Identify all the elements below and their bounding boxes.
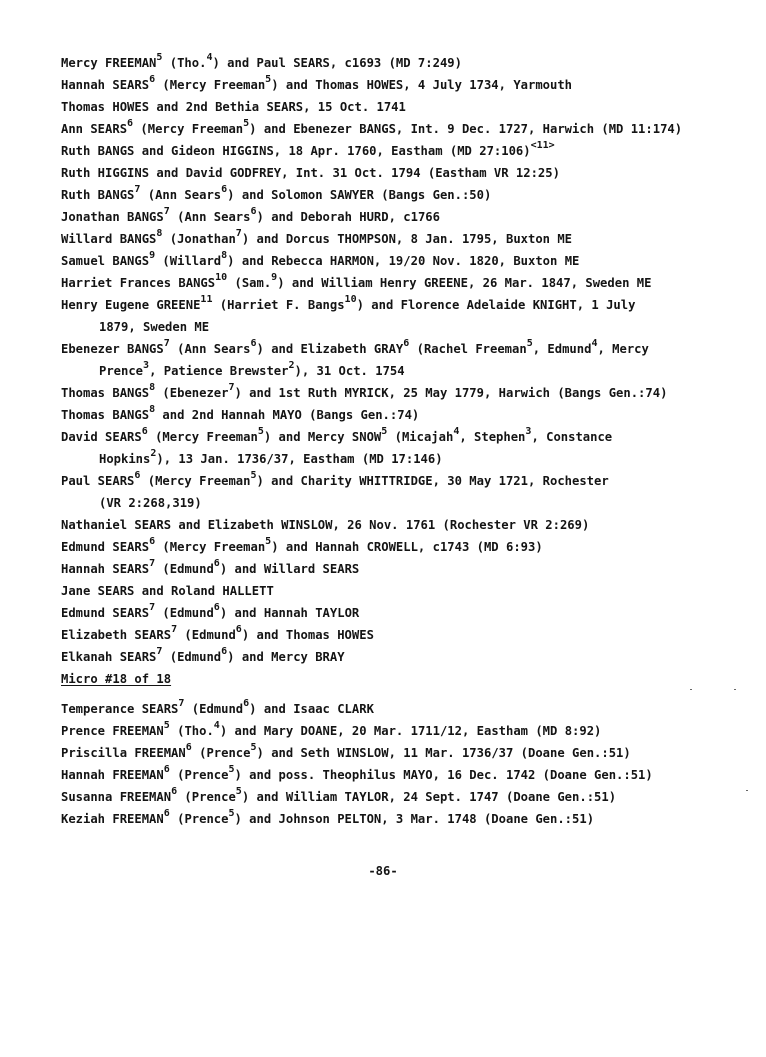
genealogy-entry bbox=[61, 558, 751, 580]
section-before-heading bbox=[61, 52, 751, 668]
entry-text: Henry Eugene GREENE bbox=[61, 298, 201, 312]
generation-superscript: 5 bbox=[265, 536, 272, 548]
entry-text: (Prence bbox=[177, 790, 236, 804]
generation-superscript: 6 bbox=[149, 536, 156, 548]
generation-superscript: 6 bbox=[163, 808, 170, 820]
entry-line bbox=[61, 382, 668, 400]
generation-superscript: 5 bbox=[265, 74, 272, 86]
entry-text: (Edmund bbox=[177, 628, 236, 642]
entry-text: ) and Hannah CROWELL, c1743 (MD 6:93) bbox=[271, 540, 543, 554]
entry-text: Ebenezer BANGS bbox=[61, 342, 164, 356]
generation-superscript: 7 bbox=[163, 338, 170, 350]
genealogy-entry bbox=[61, 118, 751, 140]
entry-line bbox=[61, 74, 573, 92]
entry-line bbox=[61, 166, 560, 180]
entry-line bbox=[61, 698, 374, 716]
genealogy-entry bbox=[61, 602, 751, 624]
entry-text: , Edmund bbox=[532, 342, 592, 356]
entry-line bbox=[61, 470, 609, 488]
entry-text: Ruth BANGS bbox=[61, 188, 135, 202]
generation-superscript: 2 bbox=[288, 360, 295, 372]
entry-text: Hopkins bbox=[99, 452, 151, 466]
entry-line bbox=[61, 184, 492, 202]
generation-superscript: 6 bbox=[134, 470, 141, 482]
entry-continuation-line bbox=[61, 360, 751, 382]
entry-line bbox=[61, 764, 653, 782]
genealogy-entry bbox=[61, 470, 751, 514]
entry-text: , Constance bbox=[531, 430, 613, 444]
entry-text: ) and Dorcus THOMPSON, 8 Jan. 1795, Buxton ME bbox=[241, 232, 573, 246]
scan-speck bbox=[690, 689, 692, 690]
entry-line bbox=[61, 100, 406, 114]
generation-superscript: 4 bbox=[453, 426, 460, 438]
genealogy-entry bbox=[61, 96, 751, 118]
generation-superscript: 5 bbox=[526, 338, 533, 350]
entry-line bbox=[61, 624, 374, 642]
genealogy-entry bbox=[61, 764, 751, 786]
entry-text: (Prence bbox=[169, 812, 229, 826]
genealogy-entry bbox=[61, 624, 751, 646]
entry-text: (Micajah bbox=[387, 430, 454, 444]
entry-text: ) and Thomas HOWES bbox=[241, 628, 374, 642]
entry-text: Ann SEARS bbox=[61, 122, 128, 136]
entry-line bbox=[61, 338, 649, 356]
entry-text: Mercy FREEMAN bbox=[61, 56, 157, 70]
entry-text: Elkanah SEARS bbox=[61, 650, 157, 664]
entry-text: (Rachel Freeman bbox=[409, 342, 527, 356]
entry-line bbox=[61, 118, 683, 136]
entry-text: ) and Florence Adelaide KNIGHT, 1 July bbox=[356, 298, 636, 312]
generation-superscript: 6 bbox=[221, 184, 228, 196]
entry-text: ) and William Henry GREENE, 26 Mar. 1847, Sweden ME bbox=[277, 276, 652, 290]
generation-superscript: 11 bbox=[200, 294, 213, 306]
generation-superscript: 6 bbox=[213, 558, 220, 570]
entry-text: ) and Seth WINSLOW, 11 Mar. 1736/37 (Doane Gen.:51) bbox=[256, 746, 631, 760]
entry-line bbox=[61, 742, 631, 760]
generation-superscript: 7 bbox=[178, 698, 185, 710]
entry-line bbox=[61, 272, 652, 290]
genealogy-entry bbox=[61, 646, 751, 668]
entry-text: (Tho. bbox=[162, 56, 207, 70]
entry-text: Jane SEARS and Roland HALLETT bbox=[61, 584, 274, 598]
entry-line bbox=[61, 228, 573, 246]
genealogy-entry bbox=[61, 786, 751, 808]
scan-speck bbox=[734, 689, 736, 690]
entry-continuation-line bbox=[61, 492, 751, 514]
entry-text: ) and Hannah TAYLOR bbox=[219, 606, 360, 620]
entry-text: (Ebenezer bbox=[155, 386, 229, 400]
entry-text: (Mercy Freeman bbox=[155, 78, 266, 92]
entry-text: ) and Mercy BRAY bbox=[227, 650, 345, 664]
genealogy-entry bbox=[61, 514, 751, 536]
entry-line bbox=[61, 140, 555, 158]
entry-text: ) and William TAYLOR, 24 Sept. 1747 (Doane Gen.:51) bbox=[241, 790, 617, 804]
genealogy-entry bbox=[61, 536, 751, 558]
entry-text: Samuel BANGS bbox=[61, 254, 150, 268]
entry-text: ) and poss. Theophilus MAYO, 16 Dec. 1742 (Doane Gen.:51) bbox=[234, 768, 653, 782]
generation-superscript: 7 bbox=[134, 184, 141, 196]
entry-list bbox=[61, 52, 751, 830]
generation-superscript: 6 bbox=[250, 206, 257, 218]
entry-text: ) and Mary DOANE, 20 Mar. 1711/12, Eastham (MD 8:92) bbox=[219, 724, 602, 738]
generation-superscript: 6 bbox=[213, 602, 220, 614]
entry-line bbox=[61, 426, 613, 444]
entry-text: ) and Charity WHITTRIDGE, 30 May 1721, Rochester bbox=[256, 474, 609, 488]
entry-line bbox=[61, 250, 580, 268]
entry-text: Prence FREEMAN bbox=[61, 724, 164, 738]
entry-text: ) and Elizabeth GRAY bbox=[256, 342, 404, 356]
genealogy-entry bbox=[61, 162, 751, 184]
generation-superscript: 7 bbox=[228, 382, 235, 394]
generation-superscript: 5 bbox=[228, 764, 235, 776]
generation-superscript: 5 bbox=[235, 786, 242, 798]
generation-superscript: 8 bbox=[156, 228, 163, 240]
entry-text: David SEARS bbox=[61, 430, 142, 444]
generation-superscript: 7 bbox=[149, 602, 156, 614]
entry-text: ) and Johnson PELTON, 3 Mar. 1748 (Doane Gen.:51) bbox=[234, 812, 595, 826]
entry-text: Willard BANGS bbox=[61, 232, 157, 246]
entry-text: Temperance SEARS bbox=[61, 702, 179, 716]
scan-speck bbox=[746, 790, 748, 791]
entry-text: (Harriet F. Bangs bbox=[212, 298, 345, 312]
genealogy-entry bbox=[61, 272, 751, 294]
generation-superscript: 4 bbox=[206, 52, 213, 64]
genealogy-entry bbox=[61, 742, 751, 764]
entry-text: (Edmund bbox=[162, 650, 222, 664]
entry-text: Nathaniel SEARS and Elizabeth WINSLOW, 26 Nov. 1761 (Rochester VR 2:269) bbox=[61, 518, 590, 532]
entry-text: (Edmund bbox=[155, 606, 214, 620]
entry-text: (Mercy Freeman bbox=[140, 474, 251, 488]
entry-text: ) and 1st Ruth MYRICK, 25 May 1779, Harwich (Bangs Gen.:74) bbox=[234, 386, 668, 400]
generation-superscript: 5 bbox=[243, 118, 250, 130]
generation-superscript: 6 bbox=[235, 624, 242, 636]
genealogy-entry bbox=[61, 294, 751, 338]
entry-text: (Edmund bbox=[184, 702, 244, 716]
generation-superscript: 10 bbox=[215, 272, 228, 284]
generation-superscript: 5 bbox=[250, 742, 257, 754]
generation-superscript: 6 bbox=[250, 338, 257, 350]
entry-text: Hannah SEARS bbox=[61, 78, 150, 92]
entry-text: ) and Ebenezer BANGS, Int. 9 Dec. 1727, Harwich (MD 11:174) bbox=[249, 122, 683, 136]
generation-superscript: <11> bbox=[530, 140, 555, 152]
page-number: -86- bbox=[368, 864, 398, 878]
entry-text: Keziah FREEMAN bbox=[61, 812, 164, 826]
generation-superscript: 3 bbox=[143, 360, 150, 372]
entry-text: ) and Isaac CLARK bbox=[249, 702, 374, 716]
generation-superscript: 4 bbox=[213, 720, 220, 732]
genealogy-entry bbox=[61, 338, 751, 382]
generation-superscript: 5 bbox=[381, 426, 388, 438]
entry-line bbox=[61, 206, 440, 224]
genealogy-entry bbox=[61, 140, 751, 162]
entry-text: ) and Thomas HOWES, 4 July 1734, Yarmouth bbox=[271, 78, 573, 92]
generation-superscript: 5 bbox=[163, 720, 170, 732]
entry-text: Thomas BANGS bbox=[61, 408, 150, 422]
entry-text: (Sam. bbox=[227, 276, 272, 290]
entry-text: (Ann Sears bbox=[140, 188, 222, 202]
entry-line bbox=[61, 808, 595, 826]
entry-line bbox=[61, 584, 274, 598]
entry-text: , Stephen bbox=[459, 430, 526, 444]
entry-text: Hannah FREEMAN bbox=[61, 768, 164, 782]
generation-superscript: 2 bbox=[150, 448, 157, 460]
generation-superscript: 5 bbox=[257, 426, 264, 438]
entry-text: ) and Willard SEARS bbox=[219, 562, 360, 576]
generation-superscript: 5 bbox=[250, 470, 257, 482]
entry-line bbox=[61, 602, 360, 620]
entry-line bbox=[61, 720, 602, 738]
generation-superscript: 3 bbox=[525, 426, 532, 438]
entry-text: (VR 2:268,319) bbox=[99, 496, 202, 510]
genealogy-entry bbox=[61, 426, 751, 470]
entry-continuation-line bbox=[61, 448, 751, 470]
generation-superscript: 8 bbox=[221, 250, 228, 262]
entry-text: (Edmund bbox=[155, 562, 214, 576]
entry-text: Ruth BANGS and Gideon HIGGINS, 18 Apr. 1760, Eastham (MD 27:106) bbox=[61, 144, 531, 158]
entry-text: Jonathan BANGS bbox=[61, 210, 164, 224]
generation-superscript: 6 bbox=[185, 742, 192, 754]
generation-superscript: 7 bbox=[163, 206, 170, 218]
generation-superscript: 8 bbox=[149, 382, 156, 394]
entry-text: (Mercy Freeman bbox=[147, 430, 258, 444]
entry-line bbox=[61, 52, 462, 70]
entry-text: , Patience Brewster bbox=[149, 364, 289, 378]
entry-text: ), 13 Jan. 1736/37, Eastham (MD 17:146) bbox=[156, 452, 443, 466]
entry-line bbox=[61, 536, 543, 554]
generation-superscript: 6 bbox=[243, 698, 250, 710]
generation-superscript: 6 bbox=[221, 646, 228, 658]
entry-text: Paul SEARS bbox=[61, 474, 135, 488]
entry-text: ) and Rebecca HARMON, 19/20 Nov. 1820, Buxton ME bbox=[227, 254, 580, 268]
generation-superscript: 7 bbox=[171, 624, 178, 636]
entry-text: , Mercy bbox=[597, 342, 649, 356]
entry-line bbox=[61, 294, 636, 312]
entry-text: Hannah SEARS bbox=[61, 562, 150, 576]
entry-text: (Mercy Freeman bbox=[133, 122, 244, 136]
genealogy-entry bbox=[61, 382, 751, 404]
generation-superscript: 7 bbox=[235, 228, 242, 240]
genealogy-entry bbox=[61, 52, 751, 74]
entry-line bbox=[61, 786, 617, 804]
genealogy-entry bbox=[61, 184, 751, 206]
entry-text: Edmund SEARS bbox=[61, 540, 150, 554]
generation-superscript: 6 bbox=[403, 338, 410, 350]
genealogy-entry bbox=[61, 404, 751, 426]
genealogy-entry bbox=[61, 250, 751, 272]
entry-text: ), 31 Oct. 1754 bbox=[294, 364, 405, 378]
generation-superscript: 7 bbox=[156, 646, 163, 658]
entry-text: Priscilla FREEMAN bbox=[61, 746, 186, 760]
entry-text: (Ann Sears bbox=[169, 342, 251, 356]
entry-continuation-line bbox=[61, 316, 751, 338]
entry-text: (Willard bbox=[155, 254, 222, 268]
section-heading bbox=[61, 668, 751, 690]
generation-superscript: 9 bbox=[149, 250, 156, 262]
section-after-heading bbox=[61, 698, 751, 830]
entry-text: ) and Deborah HURD, c1766 bbox=[256, 210, 440, 224]
genealogy-entry bbox=[61, 206, 751, 228]
generation-superscript: 8 bbox=[149, 404, 156, 416]
entry-text: 1879, Sweden ME bbox=[99, 320, 210, 334]
entry-text: Ruth HIGGINS and David GODFREY, Int. 31 Oct. 1794 (Eastham VR 12:25) bbox=[61, 166, 560, 180]
generation-superscript: 6 bbox=[127, 118, 134, 130]
entry-text: Susanna FREEMAN bbox=[61, 790, 172, 804]
generation-superscript: 7 bbox=[149, 558, 156, 570]
generation-superscript: 6 bbox=[163, 764, 170, 776]
genealogy-entry bbox=[61, 74, 751, 96]
entry-text: (Prence bbox=[191, 746, 251, 760]
generation-superscript: 5 bbox=[156, 52, 163, 64]
entry-text: ) and Paul SEARS, c1693 (MD 7:249) bbox=[212, 56, 462, 70]
section-heading-text: Micro #18 of 18 bbox=[61, 672, 172, 686]
entry-line bbox=[61, 646, 345, 664]
generation-superscript: 4 bbox=[591, 338, 598, 350]
entry-text: ) and Mercy SNOW bbox=[263, 430, 382, 444]
genealogy-entry bbox=[61, 698, 751, 720]
entry-line bbox=[61, 558, 360, 576]
entry-text: Harriet Frances BANGS bbox=[61, 276, 216, 290]
entry-text: (Ann Sears bbox=[169, 210, 251, 224]
entry-text: (Mercy Freeman bbox=[155, 540, 266, 554]
generation-superscript: 9 bbox=[271, 272, 278, 284]
entry-text: (Tho. bbox=[169, 724, 214, 738]
generation-superscript: 10 bbox=[344, 294, 357, 306]
entry-text: Thomas HOWES and 2nd Bethia SEARS, 15 Oct. 1741 bbox=[61, 100, 406, 114]
entry-text: and 2nd Hannah MAYO (Bangs Gen.:74) bbox=[155, 408, 420, 422]
entry-text: Elizabeth SEARS bbox=[61, 628, 172, 642]
generation-superscript: 5 bbox=[228, 808, 235, 820]
entry-text: Edmund SEARS bbox=[61, 606, 150, 620]
genealogy-entry bbox=[61, 228, 751, 250]
entry-text: Thomas BANGS bbox=[61, 386, 150, 400]
entry-text: ) and Solomon SAWYER (Bangs Gen.:50) bbox=[227, 188, 492, 202]
entry-text: (Jonathan bbox=[162, 232, 236, 246]
genealogy-entry bbox=[61, 720, 751, 742]
generation-superscript: 6 bbox=[141, 426, 148, 438]
entry-line bbox=[61, 518, 589, 532]
generation-superscript: 6 bbox=[171, 786, 178, 798]
generation-superscript: 6 bbox=[149, 74, 156, 86]
genealogy-entry bbox=[61, 808, 751, 830]
entry-line bbox=[61, 404, 420, 422]
genealogy-entry bbox=[61, 580, 751, 602]
entry-text: (Prence bbox=[169, 768, 229, 782]
entry-text: Prence bbox=[99, 364, 144, 378]
